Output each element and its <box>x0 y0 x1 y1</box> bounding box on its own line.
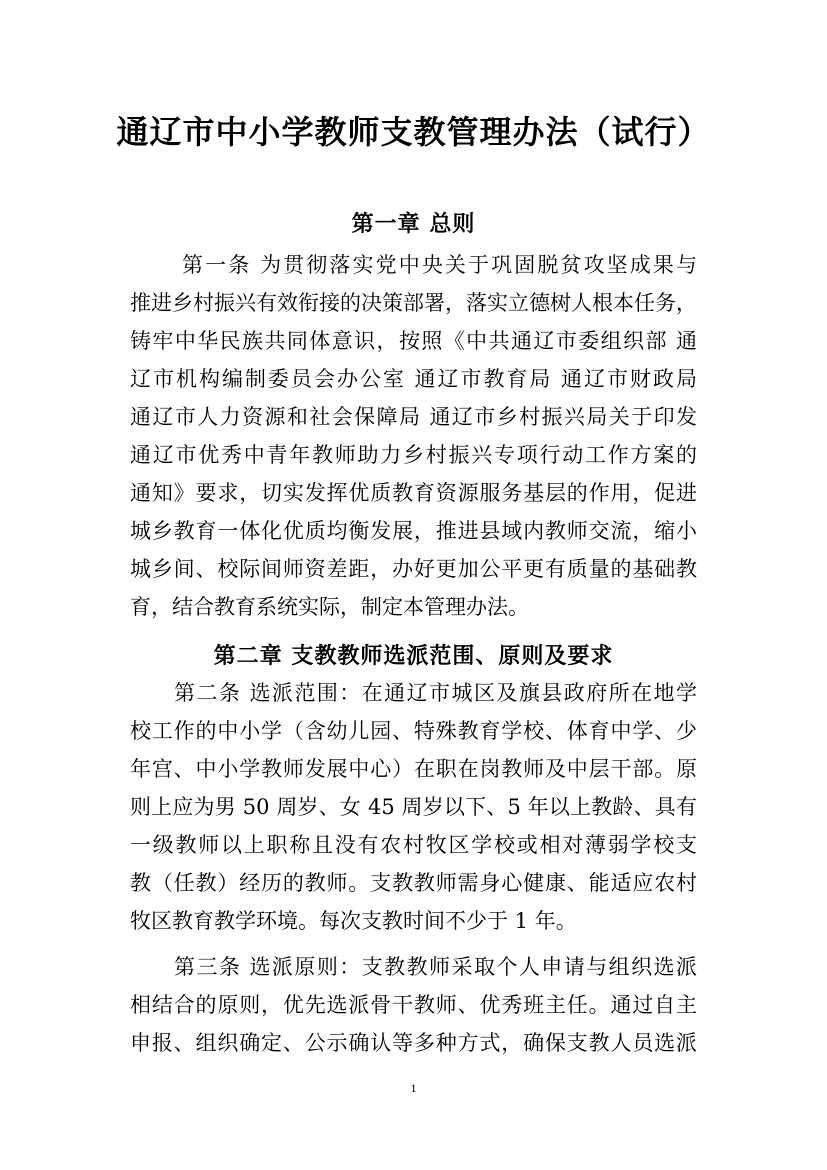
paragraph-line: 推进乡村振兴有效衔接的决策部署，落实立德树人根本任务， <box>130 291 697 315</box>
article-1-paragraph <box>130 246 697 626</box>
paragraph-line: 申报、组织确定、公示确认等多种方式，确保支教人员选派 <box>130 1031 697 1055</box>
paragraph-line: 通知》要求，切实发挥优质教育资源服务基层的作用，促进 <box>130 481 697 505</box>
paragraph-line: 通辽市人力资源和社会保障局 通辽市乡村振兴局关于印发 <box>130 405 697 429</box>
page-number: 1 <box>410 1081 417 1095</box>
paragraph-line: 一级教师以上职称且没有农村牧区学校或相对薄弱学校支 <box>130 833 697 857</box>
paragraph-line: 教（任教）经历的教师。支教教师需身心健康、能适应农村 <box>130 871 697 895</box>
paragraph-line: 第三条 选派原则：支教教师采取个人申请与组织选派 <box>174 955 697 979</box>
paragraph-line: 铸牢中华民族共同体意识，按照《中共通辽市委组织部 通 <box>130 329 697 353</box>
paragraph-line: 校工作的中小学（含幼儿园、特殊教育学校、体育中学、少 <box>130 719 697 743</box>
paragraph-line: 则上应为男 50 周岁、女 45 周岁以下、5 年以上教龄、具有 <box>130 795 697 819</box>
chapter-heading-2: 第二章 支教教师选派范围、原则及要求 <box>213 643 614 669</box>
article-3-paragraph <box>130 948 697 1062</box>
paragraph-line: 牧区教育教学环境。每次支教时间不少于 1 年。 <box>130 909 577 933</box>
paragraph-line: 城乡教育一体化优质均衡发展，推进县域内教师交流，缩小 <box>130 519 697 543</box>
paragraph-line: 通辽市优秀中青年教师助力乡村振兴专项行动工作方案的 <box>130 443 697 467</box>
paragraph-line: 辽市机构编制委员会办公室 通辽市教育局 通辽市财政局 <box>130 367 697 391</box>
paragraph-line: 育，结合教育系统实际，制定本管理办法。 <box>130 595 529 619</box>
document-title: 通辽市中小学教师支教管理办法（试行） <box>116 113 711 151</box>
chapter-heading-1: 第一章 总则 <box>351 211 476 237</box>
paragraph-line: 第一条 为贯彻落实党中央关于巩固脱贫攻坚成果与 <box>182 253 697 277</box>
paragraph-line: 城乡间、校际间师资差距，办好更加公平更有质量的基础教 <box>130 557 697 581</box>
paragraph-line: 第二条 选派范围：在通辽市城区及旗县政府所在地学 <box>174 681 697 705</box>
article-2-paragraph <box>130 674 697 940</box>
paragraph-line: 年宫、中小学教师发展中心）在职在岗教师及中层干部。原 <box>130 757 697 781</box>
paragraph-line: 相结合的原则，优先选派骨干教师、优秀班主任。通过自主 <box>130 993 697 1017</box>
